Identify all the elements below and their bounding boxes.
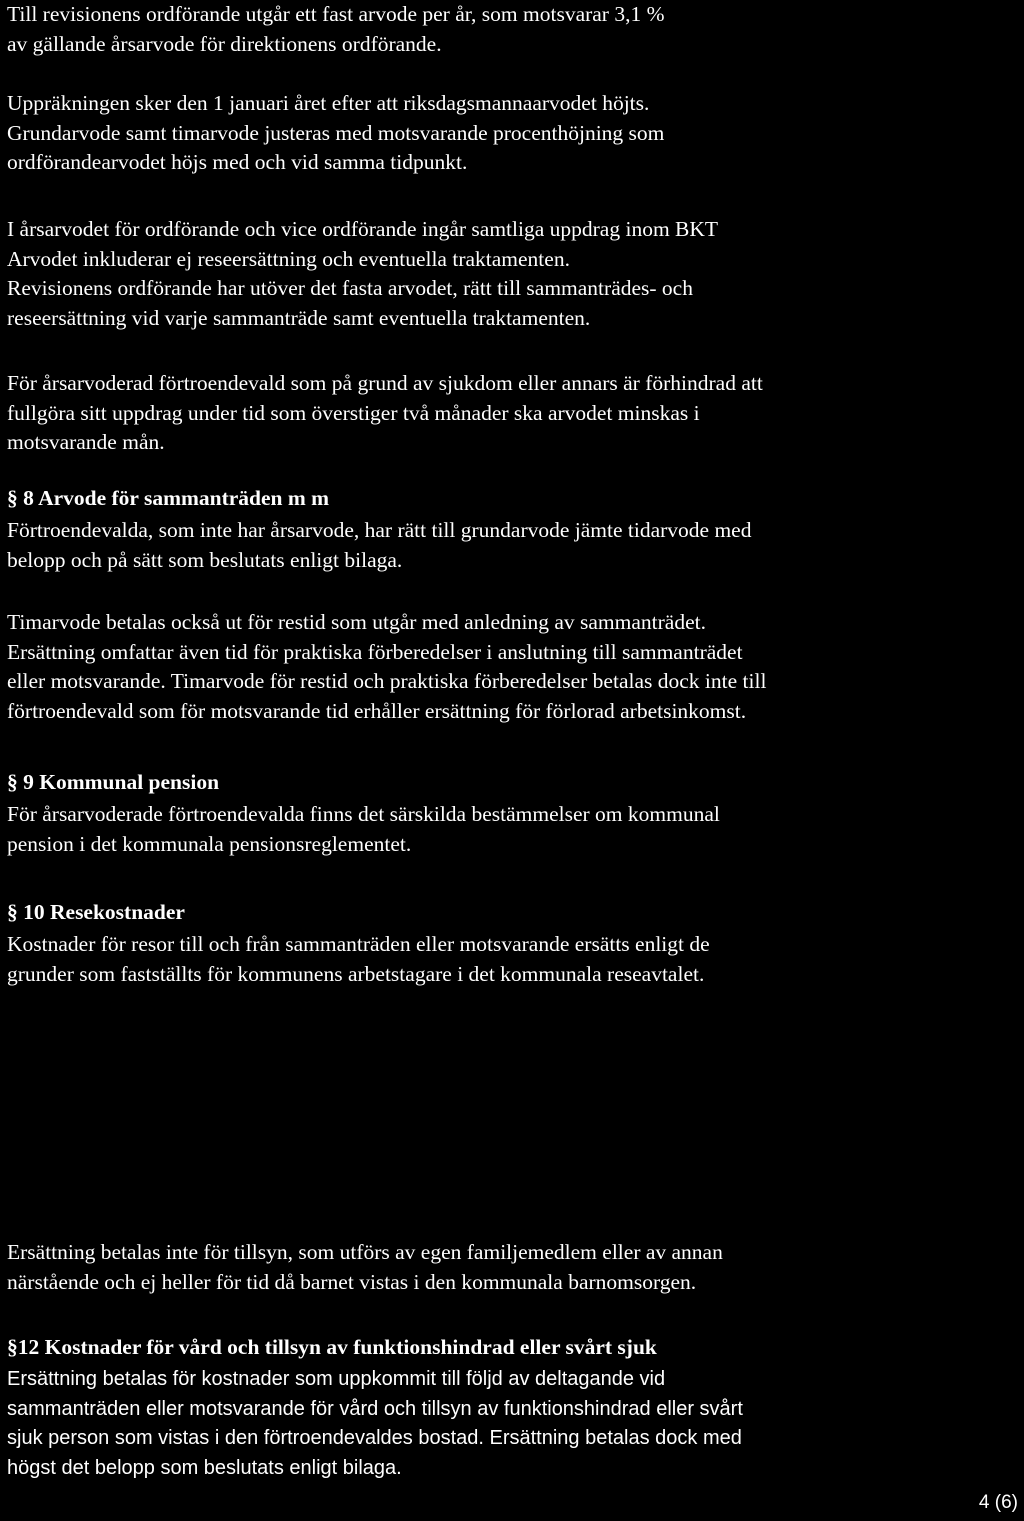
section-9-heading: § 9 Kommunal pension [7, 770, 220, 794]
page-number: 4 (6) [978, 1492, 1018, 1513]
paragraph-revision-chair-fee: Till revisionens ordförande utgår ett fast arvode per år, som motsvarar 3,1 % av gällande årsarvode för direktionens ordförande. [7, 2, 665, 56]
section-12-paragraph-1: Ersättning betalas för kostnader som uppkommit till följd av deltagande vid sammanträden eller motsvarande för vård och tillsyn av funktionshindrad eller svårt sjuk person som vistas i den förtroendevaldes bostad. Ersättning betalas dock med högst det belopp som beslutats enligt bilaga. [7, 1368, 743, 1479]
section-12-heading: §12 Kostnader för vård och tillsyn av funktionshindrad eller svårt sjuk [7, 1335, 657, 1359]
section-10-paragraph-1: Kostnader för resor till och från sammanträden eller motsvarande ersätts enligt de grunder som fastställts för kommunens arbetstagare i det kommunala reseavtalet. [7, 932, 710, 986]
section-11-paragraph-tail: Ersättning betalas inte för tillsyn, som utförs av egen familjemedlem eller av annan närstående och ej heller för tid då barnet vistas i den kommunala barnomsorgen. [7, 1240, 723, 1294]
section-9-paragraph-1: För årsarvoderade förtroendevalda finns det särskilda bestämmelser om kommunal pension i det kommunala pensionsreglementet. [7, 802, 720, 856]
section-8-heading: § 8 Arvode för sammanträden m m [7, 486, 330, 510]
paragraph-indexation: Uppräkningen sker den 1 januari året efter att riksdagsmannaarvodet höjts. Grundarvode samt timarvode justeras med motsvarande procenthöjning som ordförandearvodet höjs med och vid samma tidpunkt. [7, 91, 665, 174]
section-8-paragraph-2: Timarvode betalas också ut för restid som utgår med anledning av sammanträdet. Ersättning omfattar även tid för praktiska förberedelser i anslutning till sammanträdet eller motsvarande. Timarvode för restid och praktiska förberedelser betalas dock inte till förtroendevald som för motsvarande tid erhåller ersättning för förlorad arbetsinkomst. [7, 610, 767, 723]
paragraph-sickness-reduction: För årsarvoderad förtroendevald som på grund av sjukdom eller annars är förhindrad att fullgöra sitt uppdrag under tid som överstiger två månader ska arvodet minskas i motsvarande mån. [7, 371, 763, 454]
section-10-heading: § 10 Resekostnader [7, 900, 185, 924]
section-8-paragraph-1: Förtroendevalda, som inte har årsarvode, har rätt till grundarvode jämte tidarvode med belopp och på sätt som beslutats enligt bilaga. [7, 518, 752, 572]
paragraph-annual-fee-scope: I årsarvodet för ordförande och vice ordförande ingår samtliga uppdrag inom BKT Arvodet inkluderar ej reseersättning och eventuella traktamenten. Revisionens ordförande har utöver det fasta arvodet, rätt till sammanträdes- och reseersättning vid varje sammanträde samt eventuella traktamenten. [7, 217, 719, 330]
